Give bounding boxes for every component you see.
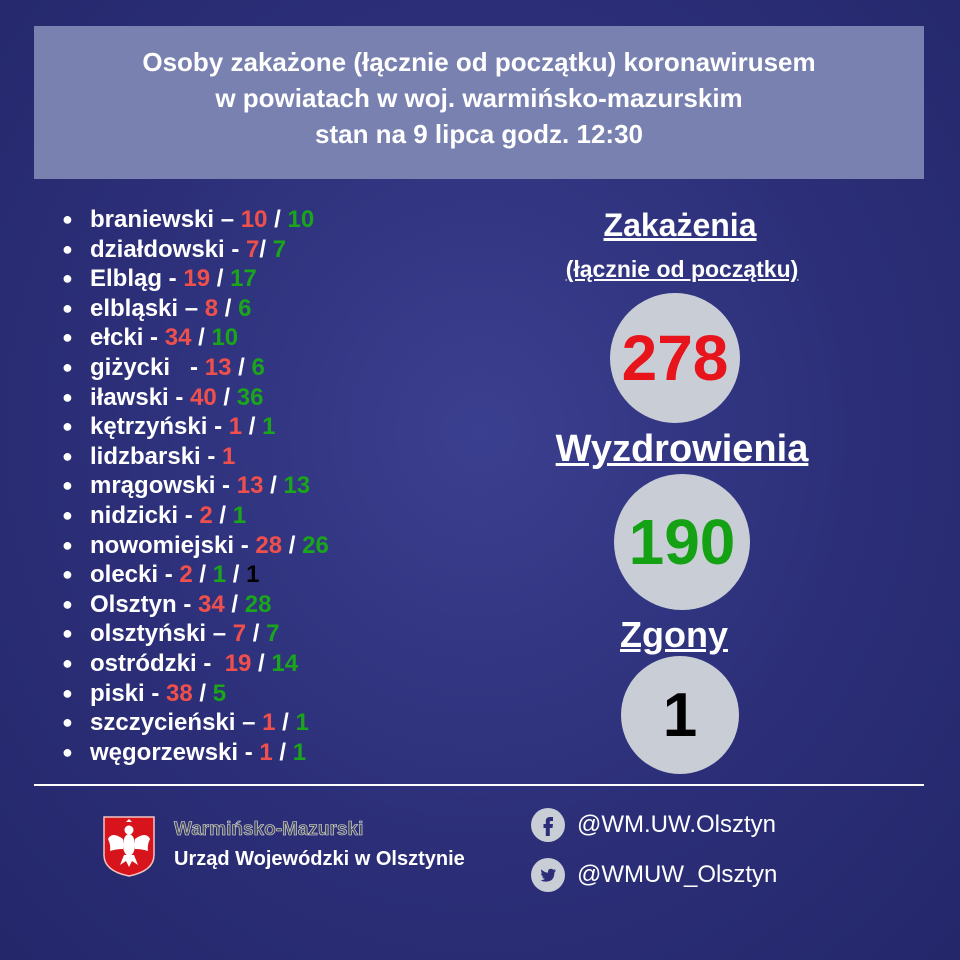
separator: -: [176, 590, 199, 618]
separator: -: [234, 531, 256, 559]
recovered-count: 10: [287, 206, 315, 233]
infected-count: 34: [198, 590, 225, 618]
facebook-icon: [531, 808, 565, 842]
district-name: nidzicki: [90, 501, 179, 529]
recovered-count: 1: [292, 738, 307, 766]
district-row: [62, 590, 329, 620]
infected-count: 10: [240, 206, 268, 233]
infections-value: 278: [621, 322, 729, 394]
separator: -: [196, 649, 225, 677]
district-name: ostródzki: [90, 649, 197, 677]
recovered-count: 17: [230, 265, 257, 293]
separator: /: [218, 294, 239, 322]
separator: /: [272, 738, 293, 766]
infected-count: 1: [222, 442, 236, 470]
recovered-count: 26: [302, 531, 329, 559]
twitter-bird-icon: [531, 858, 565, 892]
infected-count: 8: [204, 294, 219, 322]
header-line-3: stan na 9 lipca godz. 12:30: [315, 119, 643, 149]
twitter-link[interactable]: [531, 858, 777, 892]
district-row: [62, 501, 329, 531]
district-row: [62, 383, 329, 413]
recovered-count: 28: [244, 590, 272, 618]
deaths-value: 1: [662, 680, 698, 750]
separator: /: [275, 709, 296, 737]
bullet-icon: ●: [62, 297, 73, 318]
district-row: [62, 235, 329, 265]
header-banner: [34, 26, 924, 179]
separator: /: [259, 235, 273, 263]
district-name: piski: [90, 679, 145, 707]
separator: –: [235, 709, 263, 737]
district-name: iławski: [90, 383, 169, 411]
bullet-icon: ●: [62, 209, 73, 229]
bullet-icon: ●: [62, 564, 73, 585]
separator: -: [143, 324, 165, 352]
district-row: [62, 560, 329, 590]
separator: -: [215, 472, 237, 500]
bullet-icon: ●: [62, 356, 73, 377]
recovered-count: 6: [238, 294, 252, 322]
recovered-count: 6: [251, 353, 265, 381]
infected-count: 19: [224, 649, 252, 677]
separator: /: [192, 679, 213, 707]
separator: -: [168, 383, 191, 411]
bullet-icon: ●: [62, 593, 73, 614]
district-name: giżycki: [90, 353, 171, 381]
separator: /: [212, 501, 233, 529]
infections-title: Zakażenia: [603, 207, 757, 243]
facebook-link[interactable]: [531, 808, 776, 842]
bullet-icon: ●: [62, 475, 73, 496]
separator: -: [162, 265, 184, 293]
infections-circle: [610, 293, 740, 423]
district-row: [62, 353, 329, 383]
bullet-icon: ●: [62, 741, 73, 762]
bullet-icon: ●: [62, 445, 73, 466]
district-row: [62, 679, 329, 709]
district-row: [62, 294, 329, 324]
infected-count: 2: [179, 561, 193, 589]
separator: -: [158, 561, 180, 589]
separator: -: [178, 501, 200, 529]
district-row: [62, 412, 329, 442]
twitter-handle: @WMUW_Olsztyn: [577, 861, 778, 888]
header-line-1: Osoby zakażone (łącznie od początku) koronawirusem: [142, 47, 816, 77]
district-row: [62, 471, 329, 501]
bullet-icon: ●: [62, 712, 73, 733]
separator: /: [191, 324, 212, 352]
district-name: lidzbarski: [90, 442, 201, 470]
deaths-count: 1: [246, 561, 260, 589]
district-name: nowomiejski: [90, 531, 235, 559]
infected-count: 13: [204, 353, 232, 381]
infected-count: 1: [262, 709, 276, 737]
separator: /: [216, 383, 237, 411]
district-name: szczycieński: [90, 709, 236, 737]
facebook-handle: @WM.UW.Olsztyn: [577, 811, 777, 838]
separator: /: [224, 590, 245, 618]
recovered-count: 5: [212, 679, 227, 707]
district-row: [62, 205, 329, 235]
bullet-icon: ●: [62, 238, 73, 259]
separator: /: [242, 413, 263, 441]
district-name: kętrzyński: [90, 413, 208, 441]
infected-count: 40: [190, 383, 217, 411]
separator: -: [207, 413, 229, 441]
separator: –: [178, 294, 205, 322]
district-row: [62, 323, 329, 353]
separator: -: [170, 353, 205, 381]
recoveries-value: 190: [628, 506, 736, 578]
eagle-emblem-icon: [102, 815, 156, 877]
bullet-icon: ●: [62, 268, 73, 289]
recovered-count: 1: [295, 709, 309, 737]
district-row: [62, 531, 329, 561]
separator: -: [200, 442, 223, 470]
deaths-title: Zgony: [620, 614, 728, 655]
district-row: [62, 619, 329, 649]
separator: /: [226, 561, 247, 589]
district-name: olecki: [90, 561, 159, 589]
separator: /: [231, 353, 252, 381]
infected-count: 2: [199, 501, 213, 529]
district-name: Elbląg: [90, 265, 163, 293]
separator: /: [267, 206, 288, 233]
district-name: braniewski: [90, 206, 215, 233]
recovered-count: 7: [272, 235, 287, 263]
bullet-icon: ●: [62, 623, 73, 644]
infected-count: 38: [166, 679, 193, 707]
recovered-count: 7: [266, 620, 280, 648]
office-name-line-2: Urząd Wojewódzki w Olsztynie: [174, 848, 465, 870]
recovered-count: 1: [232, 501, 247, 529]
separator: /: [246, 620, 267, 648]
infected-count: 28: [255, 531, 283, 559]
separator: /: [210, 265, 231, 293]
separator: /: [263, 472, 284, 500]
separator: /: [192, 561, 213, 589]
district-name: węgorzewski: [90, 738, 239, 766]
district-name: olsztyński: [90, 620, 207, 648]
bullet-icon: ●: [62, 327, 73, 348]
district-row: [62, 442, 329, 472]
infected-count: 7: [246, 235, 260, 263]
separator: /: [282, 531, 303, 559]
office-name-line-1: Warmińsko-Mazurski: [174, 819, 364, 840]
district-list: [62, 205, 329, 767]
district-name: mrągowski: [90, 472, 216, 500]
infected-count: 13: [236, 472, 264, 500]
infected-count: 19: [183, 265, 211, 293]
bullet-icon: ●: [62, 652, 73, 673]
deaths-circle: [621, 656, 739, 774]
separator: –: [214, 206, 241, 233]
separator: -: [224, 235, 247, 263]
bullet-icon: ●: [62, 416, 73, 437]
district-row: [62, 738, 329, 768]
recovered-count: 13: [283, 472, 311, 500]
infections-subtitle: (łącznie od początku): [565, 256, 799, 282]
footer-divider: [34, 784, 924, 786]
separator: /: [251, 649, 272, 677]
recoveries-circle: [614, 474, 750, 610]
infected-count: 1: [259, 738, 273, 766]
bullet-icon: ●: [62, 534, 73, 555]
separator: -: [238, 738, 260, 766]
bullet-icon: ●: [62, 504, 73, 525]
separator: -: [144, 679, 167, 707]
recovered-count: 1: [212, 561, 227, 589]
district-row: [62, 649, 329, 679]
district-name: ełcki: [90, 324, 144, 352]
infected-count: 1: [228, 413, 243, 441]
district-name: działdowski: [90, 235, 225, 263]
recovered-count: 10: [211, 324, 239, 352]
infected-count: 7: [232, 620, 247, 648]
district-name: Olsztyn: [90, 590, 177, 618]
separator: –: [206, 620, 233, 648]
district-name: elbląski: [90, 294, 179, 322]
recovered-count: 14: [271, 649, 299, 677]
bullet-icon: ●: [62, 386, 73, 407]
recoveries-title: Wyzdrowienia: [555, 428, 809, 470]
recovered-count: 36: [236, 383, 264, 411]
district-row: [62, 264, 329, 294]
bullet-icon: ●: [62, 682, 73, 703]
recovered-count: 1: [262, 413, 276, 441]
district-row: [62, 708, 329, 738]
header-line-2: w powiatach w woj. warmińsko-mazurskim: [215, 83, 743, 113]
infected-count: 34: [164, 324, 192, 352]
